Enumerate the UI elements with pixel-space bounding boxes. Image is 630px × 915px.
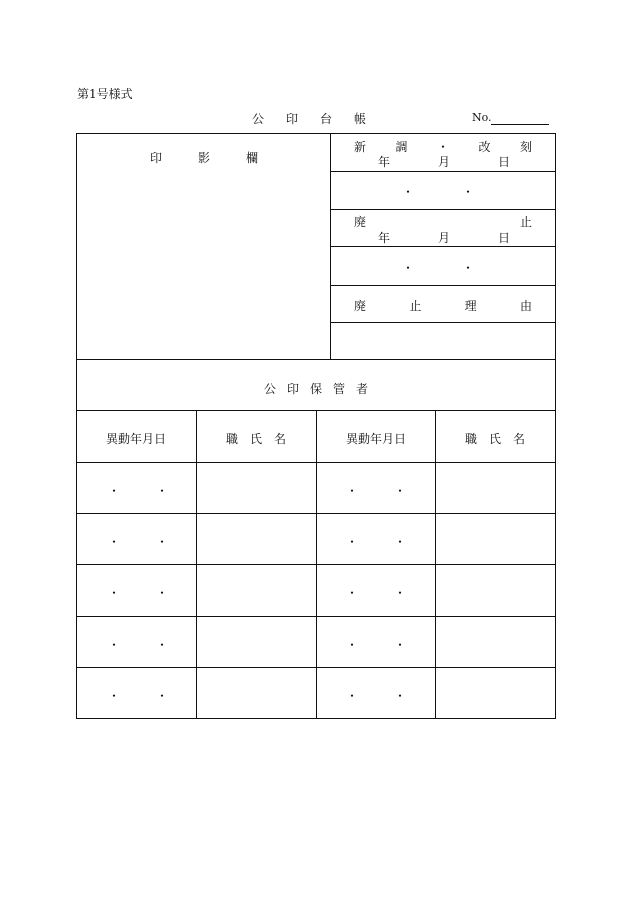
title-char: 帳: [354, 112, 367, 126]
seal-impression-label: 印 影 欄: [150, 151, 258, 165]
column-divider: [435, 410, 436, 719]
title-char: 台: [320, 112, 333, 126]
transfer-date-field[interactable]: ・ ・: [346, 484, 407, 498]
header-title-name: 職 氏 名: [226, 432, 287, 446]
header-transfer-date: 異動年月日: [106, 432, 167, 446]
creation-label: 新 調 ・ 改 刻: [354, 140, 532, 154]
abolition-label: 廃 止: [354, 215, 532, 229]
form-number: 第1号様式: [77, 87, 133, 101]
transfer-date-field[interactable]: ・ ・: [108, 638, 169, 652]
abolition-date-field[interactable]: ・ ・: [402, 261, 475, 275]
creation-date-label: 年 月 日: [378, 155, 510, 169]
row-divider: [330, 209, 556, 210]
creation-date-field[interactable]: ・ ・: [402, 185, 475, 199]
custodian-heading: 公 印 保 管 者: [264, 382, 368, 396]
abolition-reason-field[interactable]: [333, 325, 553, 357]
abolition-date-label: 年 月 日: [378, 231, 510, 245]
transfer-date-field[interactable]: ・ ・: [346, 689, 407, 703]
title-char: 公: [252, 112, 265, 126]
header-title-name: 職 氏 名: [465, 432, 526, 446]
transfer-date-field[interactable]: ・ ・: [108, 484, 169, 498]
row-divider: [330, 285, 556, 286]
transfer-date-field[interactable]: ・ ・: [108, 586, 169, 600]
number-label: No.: [472, 111, 492, 124]
abolition-reason-label: 廃 止 理 由: [354, 299, 532, 313]
row-divider: [330, 171, 556, 172]
column-divider: [196, 410, 197, 719]
transfer-date-field[interactable]: ・ ・: [346, 638, 407, 652]
transfer-date-field[interactable]: ・ ・: [108, 535, 169, 549]
transfer-date-field[interactable]: ・ ・: [108, 689, 169, 703]
transfer-date-field[interactable]: ・ ・: [346, 586, 407, 600]
document-title: [252, 110, 388, 127]
header-transfer-date: 異動年月日: [346, 432, 407, 446]
seal-impression-area[interactable]: [80, 170, 325, 355]
transfer-date-field[interactable]: ・ ・: [346, 535, 407, 549]
column-divider: [316, 410, 317, 719]
row-divider: [330, 246, 556, 247]
title-char: 印: [286, 112, 299, 126]
row-divider: [330, 322, 556, 323]
number-field[interactable]: [491, 124, 549, 125]
